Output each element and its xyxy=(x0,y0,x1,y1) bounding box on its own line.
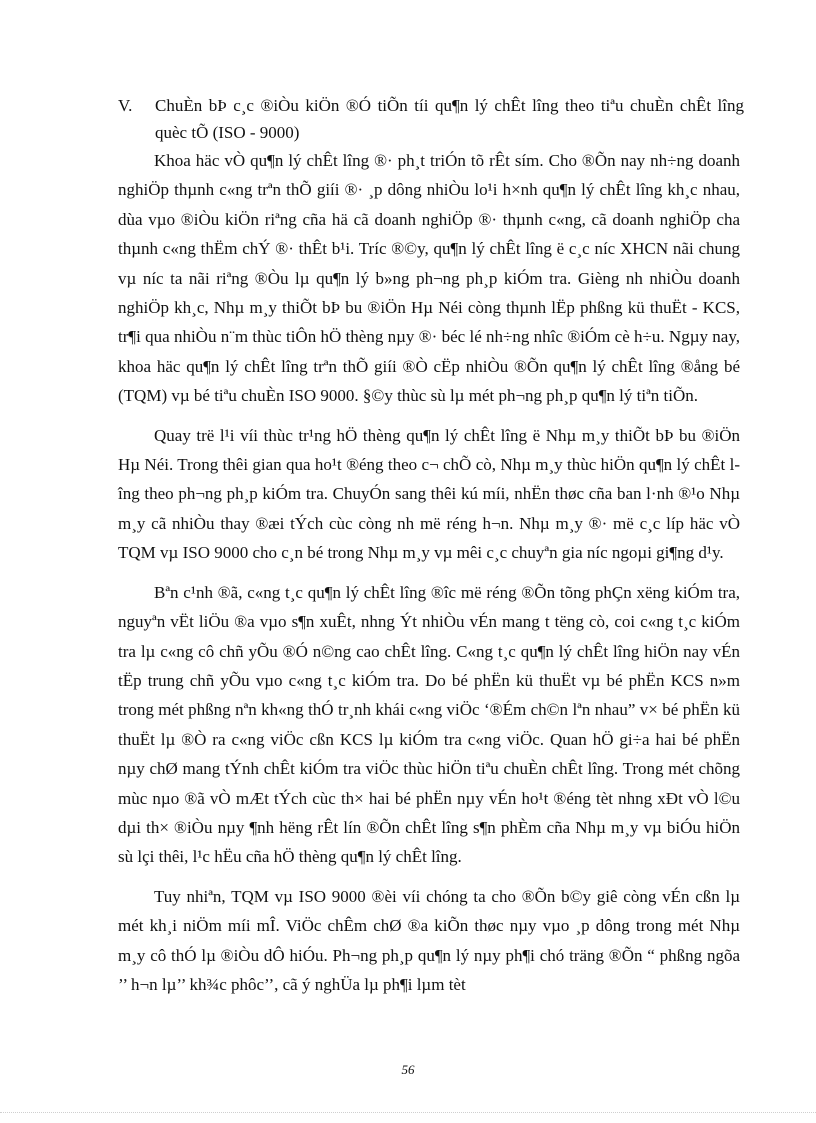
paragraph: Bªn c¹nh ®ã, c«ng t¸c qu¶n lý chÊt lîng ®îc më réng ®Õn tõng phÇn xëng kiÓm tra, nguyªn vËt liÖu ®a vµo s¶n xuÊt, nhng Ýt nhiÒu vÉn mang t tëng cò, coi c«ng t¸c kiÓm tra lµ c«ng cô chñ yÕu ®Ó n©ng cao chÊt lîng. C«ng t¸c qu¶n lý chÊt lîng hiÖn nay vÉn tËp trung chñ yÕu vµo c«ng t¸c kiÓm tra. Do bé phËn kü thuËt vµ bé phËn KCS n»m trong mét phßng nªn kh«ng thÓ tr¸nh khái c«ng viÖc ‘®Ém ch©n lªn nhau” v× bé phËn kü thuËt lµ ®Ò ra c«ng viÖc cßn KCS lµ kiÓm tra c«ng viÖc. Quan hÖ gi÷a hai bé phËn nµy chØ mang tÝnh chÊt kiÓm tra viÖc thùc hiÖn tiªu chuÈn chÊt lîng. Trong mét chõng mùc nµo ®ã vÒ mÆt tÝch cùc th× hai bé phËn nµy vÉn ho¹t ®éng tèt nhng xÐt vÒ l©u dµi th× ®iÒu nµy ¶nh hëng rÊt lín ®Õn chÊt lîng s¶n phÈm cña Nhµ m¸y vµ biÓu hiÖn sù lçi thêi, l¹c hËu cña hÖ thèng qu¶n lý chÊt lîng. xyxy=(118,582,740,867)
paragraph: Khoa häc vÒ qu¶n lý chÊt lîng ®· ph¸t triÓn tõ rÊt sím. Cho ®Õn nay nh÷ng doanh nghiÖp thµnh c«ng trªn thÕ giíi ®· ¸p dông nhiÒu lo¹i h×nh qu¶n lý chÊt lîng kh¸c nhau, dùa vµo ®iÒu kiÖn riªng cña hä cã doanh nghiÖp ®· thµnh c«ng, cã doanh nghiÖp cha thµnh c«ng thËm chÝ ®· thÊt b¹i. Tríc ®©y, qu¶n lý chÊt lîng ë c¸c níc XHCN nãi chung vµ níc ta nãi riªng ®Òu lµ qu¶n lý b»ng ph¬ng ph¸p kiÓm tra. Gièng nh nhiÒu doanh nghiÖp kh¸c, Nhµ m¸y thiÕt bÞ bu ®iÖn Hµ Néi còng thµnh lËp phßng kü thuËt - KCS, tr¶i qua nhiÒu n¨m thùc tiÔn hÖ thèng nµy ®· béc lé nh÷ng nhîc ®iÓm cè h÷u. Ngµy nay, khoa häc qu¶n lý chÊt lîng trªn thÕ giíi ®Ò cËp nhiÒu ®Õn qu¶n lý chÊt lîng ®ång bé (TQM) vµ bé tiªu chuÈn ISO 9000. §©y thùc sù lµ mét ph¬ng ph¸p qu¶n lý tiªn tiÕn. xyxy=(118,151,740,406)
paragraph: Tuy nhiªn, TQM vµ ISO 9000 ®èi víi chóng ta cho ®Õn b©y giê còng vÉn cßn lµ mét kh¸i niÖm míi mÎ. ViÖc chÊm chØ ®a kiÕn thøc nµy vµo ¸p dông trong mét Nhµ m¸y cô thÓ lµ ®iÒu dÔ hiÓu. Ph¬ng ph¸p qu¶n lý nµy ph¶i chó träng ®Õn “ phßng ngõa ’’ h¬n lµ’’ kh¾c phôc’’, cã ý nghÜa lµ ph¶i lµm tèt xyxy=(118,886,740,994)
paragraph: Quay trë l¹i víi thùc tr¹ng hÖ thèng qu¶n lý chÊt lîng ë Nhµ m¸y thiÕt bÞ bu ®iÖn Hµ Néi. Trong thêi gian qua ho¹t ®éng theo c¬ chÕ cò, Nhµ m¸y thùc hiÖn qu¶n lý chÊt lîng theo ph¬ng ph¸p kiÓm tra. ChuyÓn sang thêi kú míi, nhËn thøc cña ban l·nh ®¹o Nhµ m¸y cã nhiÒu thay ®æi tÝch cùc còng nh më réng h¬n. Nhµ m¸y ®· më c¸c líp häc vÒ TQM vµ ISO 9000 cho c¸n bé trong Nhµ m¸y vµ mêi c¸c chuyªn gia níc ngoµi gi¶ng d¹y. xyxy=(118,425,740,563)
section-title: ChuÈn bÞ c¸c ®iÒu kiÖn ®Ó tiÕn tíi qu¶n lý chÊt lîng theo tiªu chuÈn chÊt lîng quèc tÕ (ISO - 9000) xyxy=(155,96,744,142)
body-text xyxy=(118,146,740,1009)
page-number: 56 xyxy=(401,1062,415,1077)
footer-divider xyxy=(0,1112,816,1113)
section-heading xyxy=(118,92,744,146)
section-number: V. xyxy=(118,96,133,115)
